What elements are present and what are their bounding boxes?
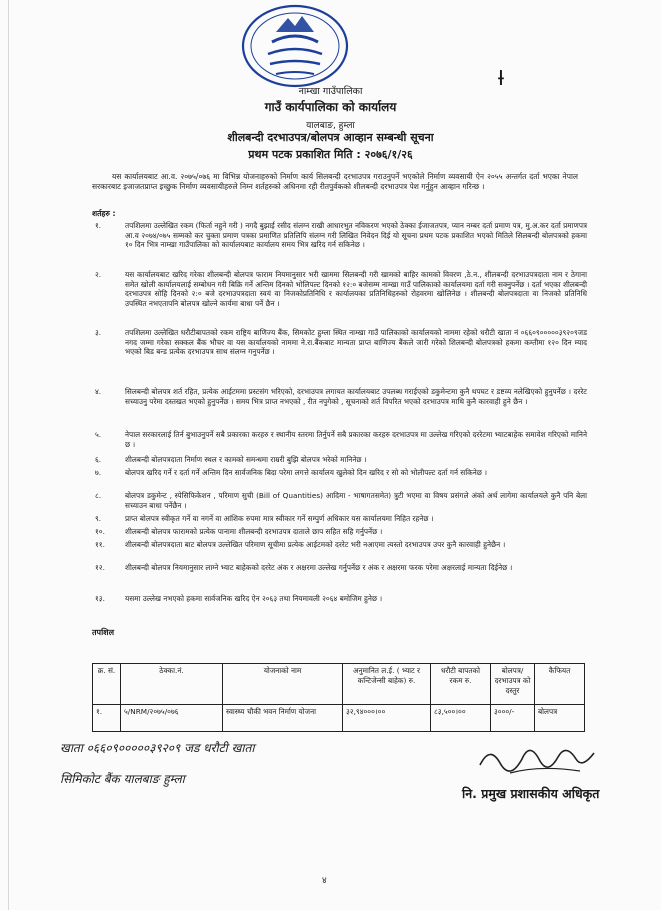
condition-item — [95, 221, 587, 268]
condition-number: १३. — [95, 594, 105, 603]
condition-item — [95, 387, 587, 428]
table-header-cell: अनुमानित ल.ई. ( भ्याट र कन्टिजेन्सी बाहेक) रु. — [343, 664, 431, 705]
office-address: यालबाङ, हुम्ला — [306, 121, 355, 131]
handwritten-bank-note: सिमिकोट बैंक यालबाङ हुम्ला — [60, 772, 185, 786]
table-cell: बोलपत्र — [535, 705, 585, 732]
condition-text: नेपाल सरकारलाई तिर्न बुभाउनुपर्ने सबै प्रकारका करहरु र स्थानीय स्तरमा तिर्नुपर्ने सबै प्रकारका करहरु दरभाउपत्र मा उल्लेख गरिएको दररेटमा भ्याटबाहेक समावेश गरिएको मानिने छ । — [125, 430, 587, 449]
condition-item — [95, 514, 587, 525]
table-header-cell: कैफियत — [535, 664, 585, 705]
table-header-cell: क्र. सं. — [93, 664, 121, 705]
table-cell: ८३,५००।०० — [431, 705, 491, 732]
table-header-cell: बोलपत्र/ दरभाउपत्र को दस्तुर — [491, 664, 535, 705]
condition-item — [95, 540, 587, 561]
condition-text: शीलबन्दी बोलपत्रदाता बाट बोलपत्र उल्लेखित परिमाण सूचीमा प्रत्येक आईटमको दररेट भरी नआएमा त्यस्तो दरभाउपत्र उपर कुनै कारवाही हुनेछैन । — [125, 540, 506, 549]
condition-item — [95, 527, 587, 538]
condition-number: ८. — [95, 491, 102, 500]
condition-number: ७. — [95, 468, 102, 477]
condition-number: ११. — [95, 540, 105, 549]
condition-text: शीलबन्दी बोलपत्र नियमानुसार लाग्ने भ्याट बाहेकको दररेट अंक र अक्षरमा उल्लेख गर्नुपर्नेछ र अंक र अक्षरमा फरक परेमा अक्षरलाई मान्यता दिईनेछ । — [125, 563, 513, 572]
handwritten-account-note: खाता ०६६०९०००००३९२०९ जड धरौटी खाता — [60, 741, 255, 755]
condition-text: यसमा उल्लेख नभएको हकमा सार्वजनिक खरिद ऐन २०६३ तथा नियमावली २०६४ बमोजिम हुनेछ । — [125, 594, 383, 603]
signature — [470, 735, 610, 785]
condition-text: तपशिलमा उल्लेखित धरौटीबापतको रकम राष्ट्रिय बाणिज्य बैंक, सिमकोट हुम्ला स्थित नाम्खा गाउँ पालिकाको कार्यालयको नाममा रहेको धरौटी खाता नं ०६६०९०००००३९२०९जड नगद जम्मा गरेका सक्कल बैंक भौचर वा यस कार्यालयको नाममा ने.रा.बैंकबाट मान्यता प्राप्त बाणिज्य बैंकले जारी गरेको शिलबन्दी बोलपत्रको हकमा कम्तीमा १२० दिन म्याद भएको बिड बन्ड प्रत्येक दरभाउपत्र साथ संलग्न गनुपर्नेछ । — [125, 328, 587, 357]
condition-text: प्राप्त बोलपत्र स्वीकृत गर्ने वा नगर्ने वा आंशिक रुपमा मात्र स्वीकार गर्ने सम्पुर्ण अधिकार यस कार्यालयमा निहित रहनेछ । — [125, 514, 434, 523]
condition-number: २. — [95, 270, 102, 279]
signatory-designation: नि. प्रमुख प्रशासकीय अधिकृत — [462, 786, 600, 801]
condition-text: शीलबन्दी बोलपत्र फारामको प्रत्येक पानामा शीलबन्दी दरभाउपत्र दाताले छाप सहित सहि गर्नुपर्नेछ । — [125, 527, 383, 536]
notice-title: शीलबन्दी दरभाउपत्र/बोलपत्र आव्हान सम्बन्धी सूचना — [227, 131, 434, 144]
condition-text: बोलपत्र डकुमेन्ट , स्पेसिफिकेशन , परिमाण सुची (Bill of Quantities) आदिमा - भाषागतसमेत) त्रुटी भएमा वा विषय प्रसंगले अंको अर्थ लागेमा कार्यालयले कुनै पनि बेला सच्याउन बाधा पर्नेछैन । — [125, 491, 587, 510]
condition-item — [95, 594, 587, 605]
condition-number: १०. — [95, 527, 105, 536]
condition-number: ९. — [95, 514, 102, 523]
table-header-cell: ठेक्का.नं. — [121, 664, 223, 705]
table-cell: १. — [93, 705, 121, 732]
condition-number: १. — [95, 221, 102, 230]
details-label: तपशिल — [92, 628, 115, 637]
table-row — [93, 705, 585, 732]
table-cell: ३०००/- — [491, 705, 535, 732]
tender-table — [92, 663, 585, 732]
condition-text: तपशिलमा उल्लेखित रकम (फिर्ता नहुने गरी ) नगदै बुझाई रसीद संलग्न राखी आधारभुत नविकरण भएको ठेक्का ईजाजतपत्र, प्यान नम्बर दर्ता प्रमाण पत्र, मु.अ.कर दर्ता प्रमाणपत्र आ.व २०७४/०७५ सम्मको कर चुक्ता प्रमाण पत्रका प्रमाणित प्रतिलिपि संलग्न गरी लिखित निवेदन दिई यो सूचना प्रथम पटक प्रकाशित भएको मितिले सिलबन्दी बोलपत्रको हकमा १० दिन भित्र नाम्खा गाउँपालिका को कार्यालयबाट कार्यालय समय भित्र खरिद गर्न सकिनेछ । — [125, 221, 587, 250]
page-number: ४ — [322, 876, 327, 886]
condition-item — [95, 430, 587, 453]
condition-number: ४. — [95, 387, 102, 396]
margin-mark: Ɨ — [498, 66, 504, 90]
municipality-name: नाम्खा गाउँपालिका — [298, 86, 363, 97]
table-body — [93, 705, 585, 732]
condition-item — [95, 563, 587, 592]
condition-item — [95, 455, 587, 466]
table-cell: ५/NRM/२०७५/०७६ — [121, 705, 223, 732]
publish-date: प्रथम पटक प्रकाशित मिति : २०७६/१/२६ — [248, 148, 413, 161]
condition-number: १२. — [95, 563, 105, 572]
table-header-row — [93, 664, 585, 705]
intro-paragraph: यस कार्यालयबाट आ.व. २०७५/०७६ मा विभिन्न योजनाहरुको निर्माण कार्य सिलबन्दी दरभाउपत्र गराउनुपर्ने भएकोले निर्माण व्यवसायी ऐन २०५५ अन्तर्गत दर्ता भएका नेपाल सरकारबाट इजाजतप्राप्त इच्छुक निर्माण व्यवसायीहरुले निम्न शर्तहरुको अधिनमा रही रीतपुर्वकको शीलबन्दी दरभाउपत्र पेश गर्नुहुन आव्हान गरिन्छ । — [92, 172, 578, 191]
condition-number: ५. — [95, 430, 102, 439]
condition-number: ६. — [95, 455, 102, 464]
condition-number: ३. — [95, 328, 102, 337]
condition-text: बोलपत्र खरिद गर्ने र दर्ता गर्ने अन्तिम दिन सार्वजनिक बिदा परेमा लगत्ते कार्यालय खुलेको दिन खरिद र सो को भोलीपल्ट दर्ता गर्न सकिनेछ । — [125, 468, 487, 477]
condition-item — [95, 328, 587, 385]
condition-text: शीलबन्दी बोलपत्रदाता निर्माण स्थल र कामको समन्धमा राम्ररी बुझि बोलपत्र भरेको मानिनेछ । — [125, 455, 367, 464]
table-header-cell: धरौटी बापतको रकम रु. — [431, 664, 491, 705]
condition-item — [95, 491, 587, 512]
table-header-cell: योजनाको नाम — [223, 664, 343, 705]
condition-text: सिलबन्दी बोलपत्र शर्त रहित, प्रत्येक आईटममा प्रस्टसंग भरिएको, दरभाउपत्र लगायत कार्यालयबाट उपलब्ध गराईएको डकुमेन्टमा कुनै थपघट र डष्टव्य नलेखिएको हुनुपर्नेछ । दररेट सच्याउनु परेमा दस्तखत भएको हुनुपर्नेछ । समय भित्र प्राप्त नभएको , रीत नपुगेको , सूचनाको शर्त विपरित भएको दरभाउपत्र माथि कुनै कारवाही हुने छैन । — [125, 387, 587, 406]
table-cell: ३२,९४०००।०० — [343, 705, 431, 732]
conditions-heading: शर्तहरु : — [92, 209, 116, 218]
condition-item — [95, 270, 587, 326]
condition-text: यस कार्यालयबाट खरिद गरेका शीलबन्दी बोलपत्र फाराम नियमानुसार भरी खाममा सिलबन्दी गरी खामको बाहिर कामको विवरण ,ठे.न., शीलबन्दी दरभाउपत्रदाता नाम र ठेगाना समेत खोली कार्यालयलाई सम्बोधन गरी बिक्रि गर्ने अन्तिम दिनको भोलिपल्ट दिनको १२:० बजेसम्म नाम्खा गाउँ पालिकाको कार्यालयमा दर्ता गरी सक्नुपर्नेछ । दर्ता भएका शीलबन्दी दरभाउपत्र सोहि दिनको २:० बजे दरभाउपत्रदाता स्वयं वा निजकोप्रतिनिधि र कार्यालयका प्रतिनिधिहरुको रोहवरमा खोलिनेछ । शीलबन्दी बोलपत्रदाता वा निजको प्रतिनिधि उपस्थित नभएतापनि बोलपत्र खोल्ने कार्यमा बाधा पर्ने छैन । — [125, 270, 587, 308]
condition-item — [95, 468, 587, 489]
table-cell: स्वास्थ्य चौकी भवन निर्माण योजना — [223, 705, 343, 732]
office-name: गाउँ कार्यपालिका को कार्यालय — [264, 100, 397, 114]
